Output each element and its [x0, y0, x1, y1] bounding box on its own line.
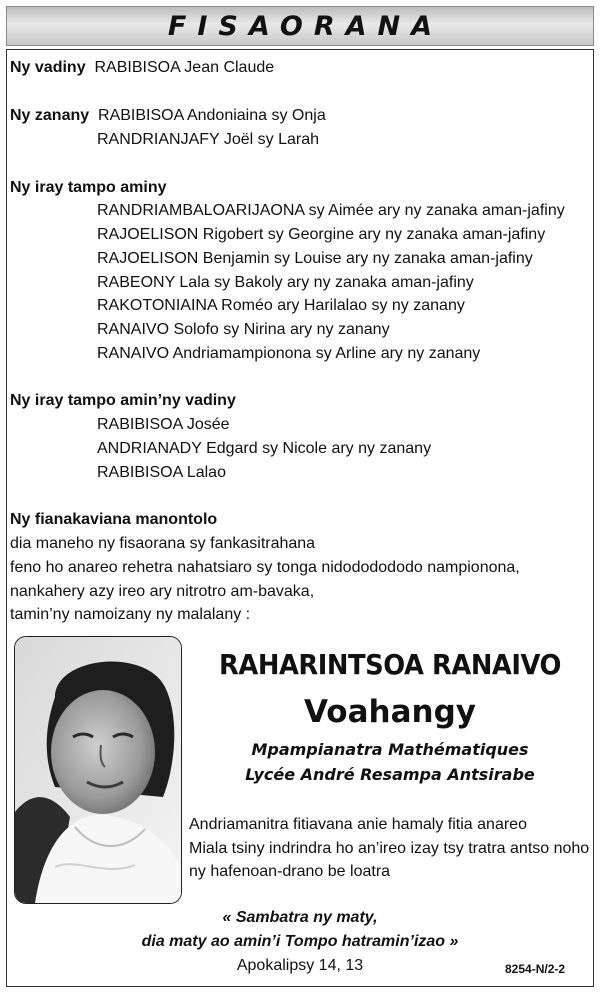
- bible-reference: Apokalipsy 14, 13: [236, 957, 364, 974]
- deceased-nickname: Voahangy: [304, 694, 476, 730]
- bible-quote-line: « Sambatra ny maty,: [222, 909, 378, 926]
- tampo-aminy-line: RANDRIAMBALOARIJAONA sy Aimée ary ny zanaka aman-jafiny: [97, 202, 565, 219]
- zanany-row: [10, 106, 326, 126]
- tampo-vadiny-line: RABIBISOA Josée: [97, 416, 230, 433]
- vadiny-row: [10, 58, 274, 78]
- tampo-aminy-line: RAJOELISON Rigobert sy Georgine ary ny zanaka aman-jafiny: [97, 226, 546, 243]
- fianakaviana-line: feno ho anareo rehetra nahatsiaro sy tonga nidododododo nampionona,: [10, 559, 520, 576]
- zanany-line: RANDRIANJAFY Joël sy Larah: [97, 131, 319, 148]
- deceased-workplace: Lycée André Resampa Antsirabe: [245, 765, 535, 784]
- tampo-vadiny-line: ANDRIANADY Edgard sy Nicole ary ny zanany: [97, 440, 432, 457]
- prayer-line: Miala tsiny indrindra ho an’ireo izay tsy tratra antso noho: [189, 840, 590, 857]
- tampo-aminy-label: Ny iray tampo aminy: [10, 179, 167, 196]
- bible-quote-line: dia maty ao amin’i Tompo hatramin’izao »: [141, 933, 459, 950]
- tampo-aminy-line: RAJOELISON Benjamin sy Louise ary ny zanaka aman-jafiny: [97, 250, 533, 267]
- deceased-title: Mpampianatra Mathématiques: [251, 740, 529, 759]
- vadiny-label: Ny vadiny: [10, 59, 86, 76]
- tampo-aminy-line: RABEONY Lala sy Bakoly ary ny zanaka aman-jafiny: [97, 274, 474, 291]
- tampo-vadiny-label: Ny iray tampo amin’ny vadiny: [10, 392, 236, 409]
- prayer-line: ny hafenoan-drano be loatra: [189, 863, 391, 880]
- tampo-aminy-line: RANAIVO Andriamampionona sy Arline ary ny zanany: [97, 345, 481, 362]
- prayer-line: Andriamanitra fitiavana anie hamaly fitia anareo: [189, 816, 527, 833]
- fianakaviana-label: Ny fianakaviana manontolo: [10, 511, 218, 528]
- tampo-aminy-line: RANAIVO Solofo sy Nirina ary ny zanany: [97, 321, 390, 338]
- zanany-line: RABIBISOA Andoniaina sy Onja: [98, 107, 326, 124]
- tampo-aminy-line: RAKOTONIAINA Roméo ary Harilalao sy ny zanany: [97, 297, 465, 314]
- header-title: FISAORANA: [167, 10, 444, 42]
- deceased-name: RAHARINTSOA RANAIVO: [219, 648, 561, 681]
- fianakaviana-line: nankahery azy ireo ary nitrotro am-bavaka,: [10, 583, 315, 600]
- fianakaviana-line: dia maneho ny fisaorana sy fankasitrahana: [10, 535, 316, 552]
- ad-reference-code: 8254-N/2-2: [505, 962, 566, 976]
- vadiny-name: RABIBISOA Jean Claude: [94, 59, 275, 76]
- fianakaviana-line: tamin’ny namoizany ny malalany :: [10, 606, 251, 623]
- tampo-vadiny-line: RABIBISOA Lalao: [97, 464, 226, 481]
- portrait-photo: [14, 636, 182, 904]
- header-banner: [6, 6, 594, 46]
- zanany-label: Ny zanany: [10, 107, 90, 124]
